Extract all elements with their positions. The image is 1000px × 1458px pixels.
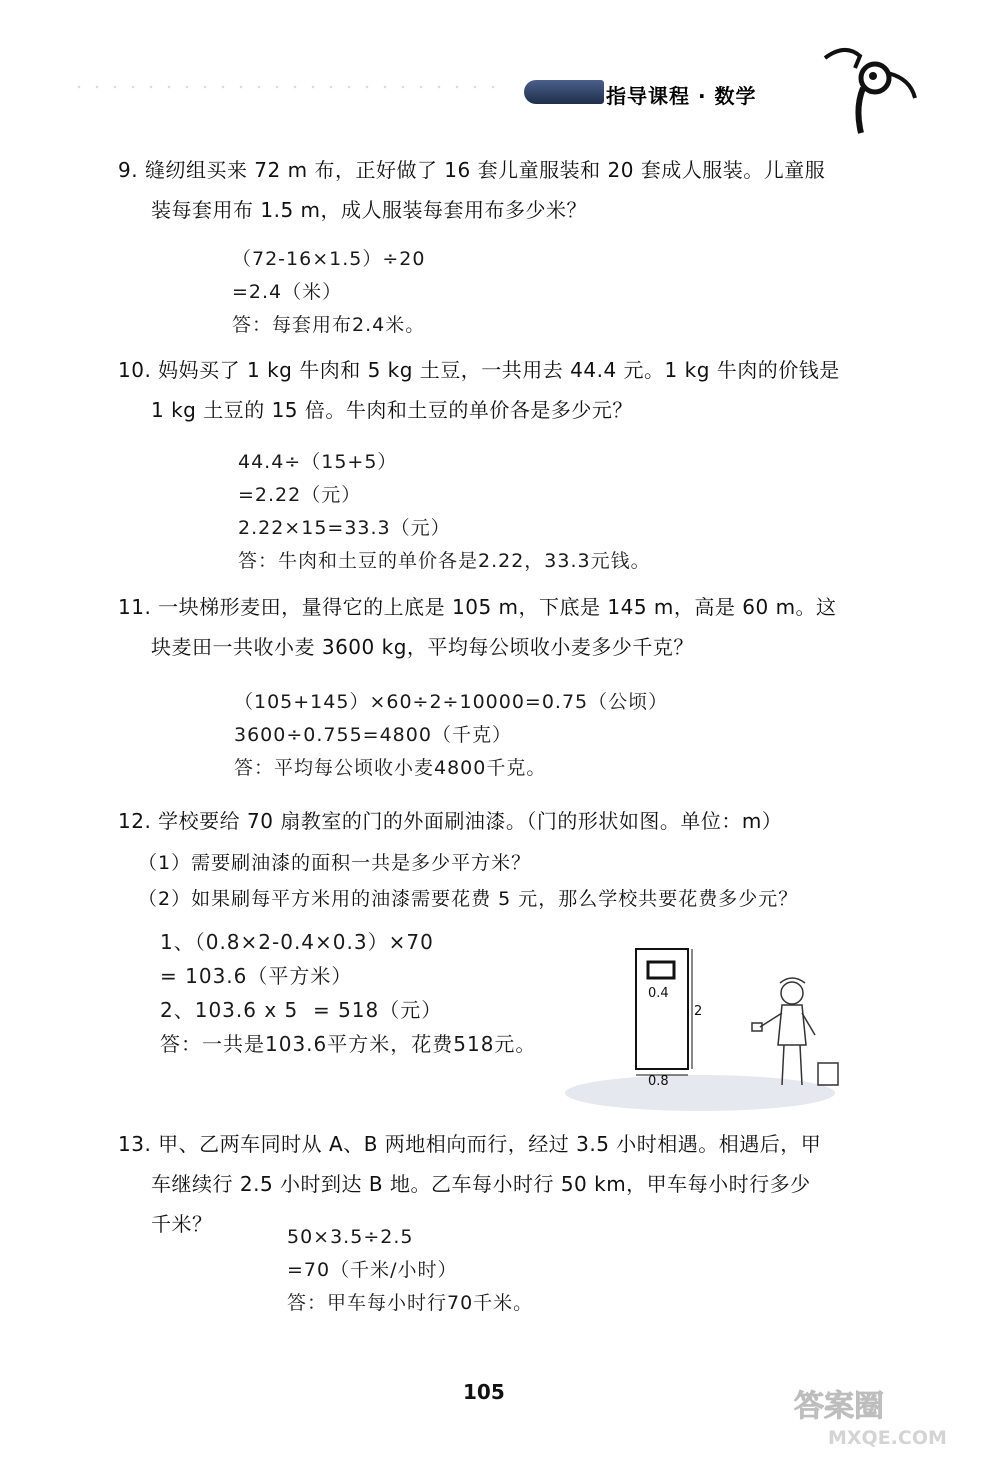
- question-text: 块麦田一共收小麦 3600 kg，平均每公顷收小麦多少千克？: [151, 635, 694, 659]
- question-text: 9. 缝纫组买来 72 m 布，正好做了 16 套儿童服装和 20 套成人服装。儿童服: [118, 158, 826, 182]
- question-text: 11. 一块梯形麦田，量得它的上底是 105 m，下底是 145 m，高是 60 m。这: [118, 595, 837, 619]
- answer-line: =2.4（米）: [232, 281, 343, 303]
- door-window: [648, 962, 674, 978]
- watermark-text: 答案圈: [794, 1389, 884, 1424]
- question-11: [118, 587, 837, 667]
- ink-figure-icon: [815, 38, 925, 138]
- header-bar: [524, 80, 604, 104]
- answer-line: （72-16×1.5）÷20: [232, 248, 426, 270]
- page-number: 105: [463, 1380, 505, 1404]
- answer-line: 2.22×15=33.3（元）: [238, 517, 451, 539]
- question-9: [118, 150, 825, 230]
- question-text: 1 kg 土豆的 15 倍。牛肉和土豆的单价各是多少元？: [151, 398, 633, 422]
- answer-line: 答：每套用布2.4米。: [232, 314, 426, 336]
- answer-line: 答：牛肉和土豆的单价各是2.22，33.3元钱。: [238, 550, 651, 572]
- answer-line: 2、103.6 x 5 = 518（元）: [160, 998, 443, 1022]
- question-text: 车继续行 2.5 小时到达 B 地。乙车每小时行 50 km，甲车每小时行多少: [151, 1172, 811, 1196]
- answer-10: [238, 446, 651, 578]
- watermark-logo: [788, 1382, 988, 1452]
- sub-question: （1）需要刷油漆的面积一共是多少平方米？: [138, 852, 532, 874]
- question-text: 10. 妈妈买了 1 kg 牛肉和 5 kg 土豆，一共用去 44.4 元。1 kg 牛肉的价钱是: [118, 358, 840, 382]
- answer-11: [234, 686, 668, 785]
- window-width-label: 0.4: [648, 986, 669, 1001]
- answer-line: 答：一共是103.6平方米，花费518元。: [160, 1032, 537, 1056]
- answer-line: 答：平均每公顷收小麦4800千克。: [234, 757, 547, 779]
- answer-line: =70（千米/小时）: [287, 1259, 458, 1281]
- answer-line: 50×3.5÷2.5: [287, 1226, 414, 1248]
- answer-line: =2.22（元）: [238, 484, 362, 506]
- header-title: 指导课程 · 数学: [606, 84, 757, 108]
- answer-line: 3600÷0.755=4800（千克）: [234, 724, 512, 746]
- question-text: 13. 甲、乙两车同时从 A、B 两地相向而行，经过 3.5 小时相遇。相遇后，甲: [118, 1132, 822, 1156]
- door-figure: [560, 935, 860, 1115]
- answer-line: 44.4÷（15+5）: [238, 451, 398, 473]
- door-width-label: 0.8: [648, 1074, 669, 1089]
- question-10: [118, 350, 840, 430]
- answer-9: [232, 243, 425, 342]
- ground-shadow: [565, 1075, 835, 1111]
- answer-line: （105+145）×60÷2÷10000=0.75（公顷）: [234, 691, 669, 713]
- question-text: 12. 学校要给 70 扇教室的门的外面刷油漆。（门的形状如图。单位：m）: [118, 809, 783, 833]
- header-decoration: [70, 82, 510, 92]
- sub-question: （2）如果刷每平方米用的油漆需要花费 5 元，那么学校共要花费多少元？: [138, 888, 799, 910]
- watermark-url: MXQE.COM: [828, 1427, 947, 1449]
- door-height-label: 2: [694, 1004, 703, 1019]
- question-12-parts: [138, 845, 798, 917]
- question-12: [118, 801, 782, 841]
- answer-line: 答：甲车每小时行70千米。: [287, 1292, 534, 1314]
- answer-13: [287, 1221, 533, 1320]
- door-outline: [636, 949, 688, 1069]
- painter-icon: [752, 978, 838, 1085]
- answer-12: [160, 925, 536, 1061]
- answer-line: 1、（0.8×2-0.4×0.3）×70: [160, 930, 434, 954]
- question-text: 装每套用布 1.5 m，成人服装每套用布多少米？: [151, 198, 588, 222]
- question-text: 千米？: [151, 1212, 213, 1236]
- answer-line: = 103.6（平方米）: [160, 964, 353, 988]
